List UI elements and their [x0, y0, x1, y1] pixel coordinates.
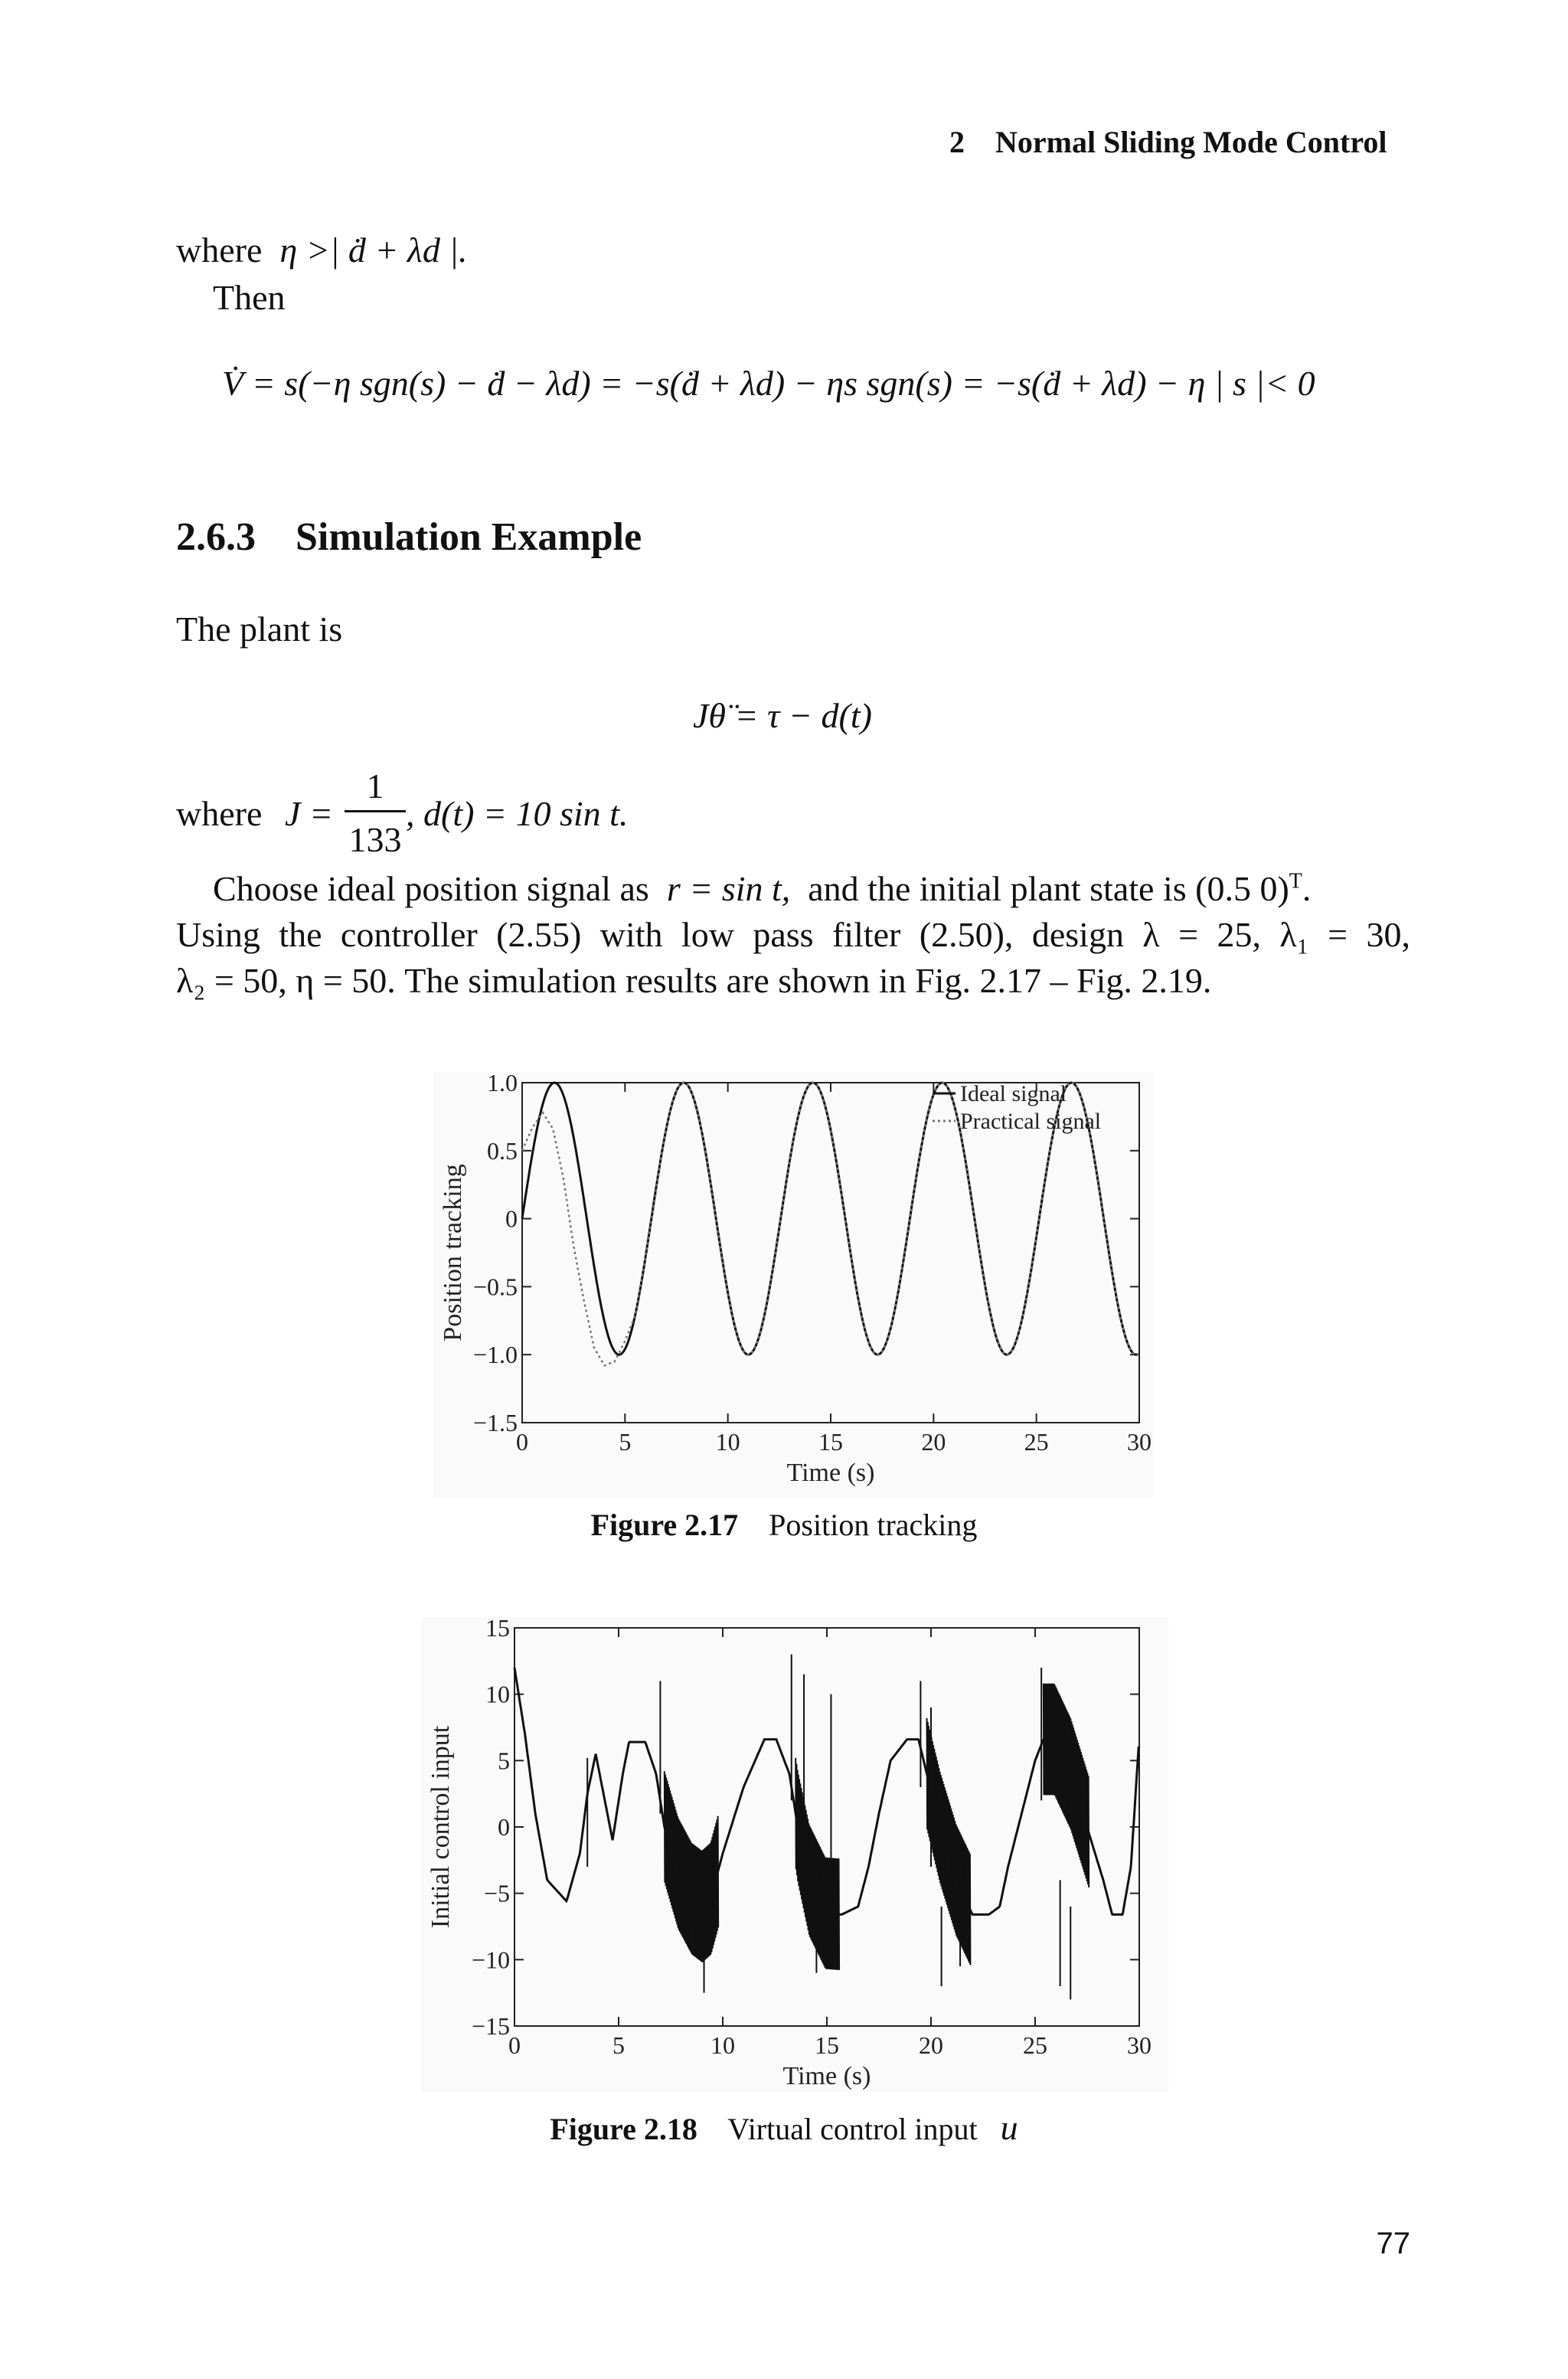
- figure-2-18-caption: [0, 2107, 1568, 2148]
- x-tick-label: 15: [815, 2031, 839, 2059]
- x-tick-label: 25: [1023, 2031, 1047, 2059]
- fraction-denominator: 133: [348, 820, 402, 859]
- x-tick-label: 25: [1024, 1428, 1049, 1456]
- x-tick-label: 5: [612, 2031, 625, 2059]
- y-tick-label: −1.0: [472, 1341, 518, 1369]
- fraction-numerator: 1: [366, 766, 384, 806]
- y-tick-label: 1.0: [487, 1072, 518, 1096]
- para-text: .: [1302, 869, 1312, 908]
- para-text: and the initial plant state is (0.5 0): [808, 869, 1289, 908]
- reference-signal: r = sin t,: [666, 869, 791, 908]
- x-tick-label: 0: [508, 2031, 521, 2059]
- figure-caption-text: Position tracking: [769, 1508, 978, 1542]
- lyapunov-derivative-equation: V̇ = s(−η sgn(s) − ḋ − λd) = −s(ḋ + λd) − ηs sgn(s) = −s(ḋ + λd) − η | s |< 0: [222, 364, 1315, 403]
- x-tick-label: 20: [919, 2031, 943, 2059]
- x-tick-label: 20: [921, 1428, 946, 1456]
- disturbance-definition: , d(t) = 10 sin t.: [406, 794, 629, 833]
- transpose-sup: T: [1289, 869, 1302, 894]
- paragraph-line-3: λ₂ = 50, η = 50. The simulation results are shown in Fig. 2.17 – Fig. 2.19.: [176, 961, 1212, 1000]
- where-word: where: [176, 230, 263, 270]
- chatter-segment: [839, 1858, 840, 1970]
- u-symbol: u: [1000, 2108, 1018, 2147]
- para-text: Choose ideal position signal as: [213, 869, 649, 908]
- y-axis-label: Initial control input: [426, 1725, 455, 1929]
- where-line-2: [176, 793, 262, 834]
- x-axis-label: Time (s): [786, 1459, 875, 1487]
- section-heading: [176, 515, 642, 560]
- then-word: Then: [213, 278, 286, 317]
- plant-equation: Jθ̈ = τ − d(t): [693, 696, 872, 735]
- section-title: Simulation Example: [296, 515, 642, 559]
- chatter-segment: [718, 1816, 719, 1928]
- y-tick-label: 5: [498, 1747, 510, 1775]
- y-tick-label: −0.5: [472, 1273, 518, 1301]
- x-tick-label: 30: [1127, 1428, 1152, 1456]
- y-tick-label: −1.5: [472, 1409, 518, 1436]
- x-tick-label: 10: [710, 2031, 735, 2059]
- virtual-control-input-chart: [421, 1617, 1168, 2092]
- x-tick-label: 5: [619, 1428, 632, 1456]
- x-tick-label: 15: [818, 1428, 843, 1456]
- y-tick-label: −15: [471, 2012, 510, 2040]
- figure-caption-text: Virtual control input: [727, 2112, 978, 2146]
- y-tick-label: 0: [498, 1813, 510, 1841]
- y-tick-label: 0: [505, 1204, 518, 1233]
- y-tick-label: −5: [483, 1879, 510, 1907]
- x-tick-label: 0: [516, 1428, 528, 1456]
- x-tick-label: 30: [1127, 2031, 1152, 2059]
- figure-2-18-image: [421, 1617, 1168, 2092]
- y-tick-label: −10: [471, 1946, 510, 1974]
- figure-label: Figure 2.18: [550, 2112, 697, 2146]
- chapter-number: 2: [949, 125, 965, 159]
- eta-condition: η >| ḋ + λd |.: [279, 230, 468, 270]
- paragraph-line-2: Using the controller (2.55) with low pass filter (2.50), design λ = 25, λ₁ = 30,: [176, 915, 1410, 954]
- page-number: 77: [1376, 2227, 1410, 2260]
- x-tick-label: 10: [715, 1428, 740, 1456]
- plant-intro: The plant is: [176, 609, 343, 649]
- figure-2-17-image: [433, 1072, 1153, 1498]
- chatter-segment: [970, 1854, 971, 1966]
- position-tracking-chart: [433, 1072, 1153, 1498]
- running-header: [949, 124, 1387, 160]
- legend-entry: Ideal signal: [960, 1081, 1067, 1106]
- chapter-title: Normal Sliding Mode Control: [995, 125, 1387, 159]
- y-tick-label: 0.5: [487, 1136, 518, 1165]
- where-line-1: [176, 230, 468, 270]
- legend-entry: Practical signal: [960, 1109, 1102, 1134]
- figure-label: Figure 2.17: [590, 1508, 739, 1542]
- y-tick-label: 10: [485, 1680, 510, 1708]
- y-tick-label: 15: [485, 1617, 510, 1642]
- figure-2-17-caption: [0, 1507, 1568, 1543]
- section-number: 2.6.3: [176, 515, 256, 559]
- j-symbol: J =: [285, 794, 333, 833]
- fraction-bar: [345, 810, 406, 812]
- x-axis-label: Time (s): [782, 2062, 871, 2090]
- y-axis-label: Position tracking: [439, 1164, 467, 1341]
- where-word: where: [176, 794, 263, 833]
- paragraph-line-1: [213, 868, 1311, 909]
